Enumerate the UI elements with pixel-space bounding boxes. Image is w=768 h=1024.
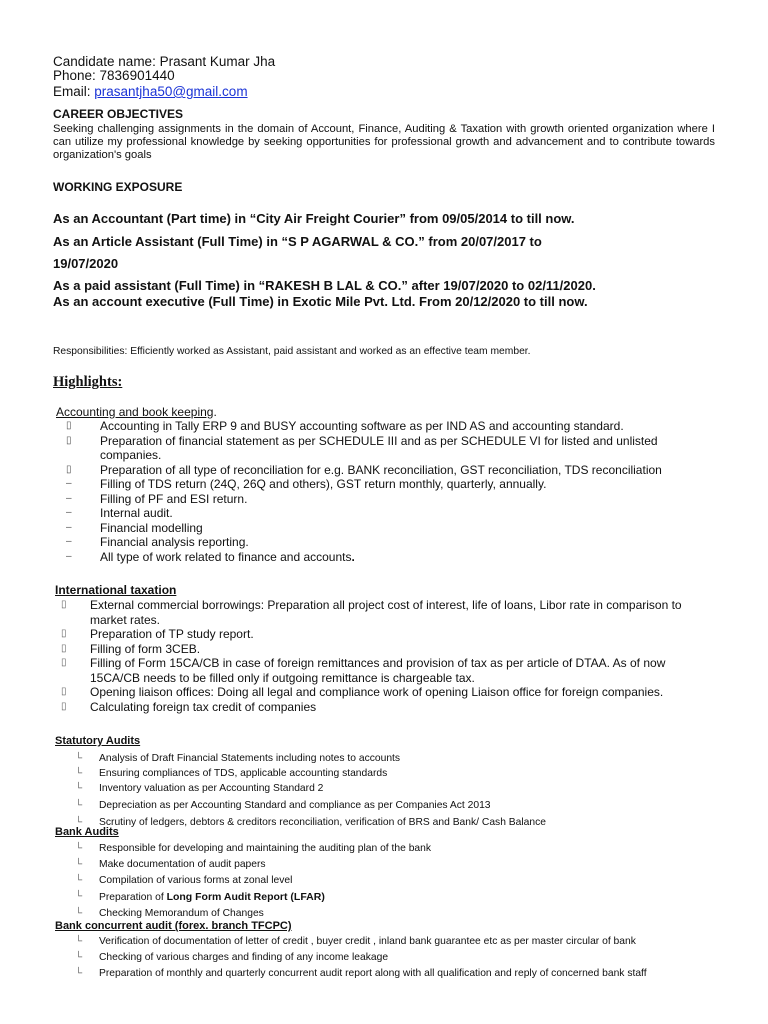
- corner-bullet-icon: └: [75, 936, 83, 947]
- list-item: └ Responsible for developing and maintaining the auditing plan of the bank: [55, 841, 735, 857]
- list-item: └ Checking of various charges and finding of any income leakage: [55, 950, 755, 966]
- dash-bullet-icon: –: [66, 550, 72, 562]
- list-item: – Filling of TDS return (24Q, 26Q and others), GST return monthly, quarterly, annually.: [66, 477, 547, 491]
- career-objectives-text: Seeking challenging assignments in the domain of Account, Finance, Auditing & Taxation with growth oriented organization where I can utilize my professional knowledge by seeking opportunities for professional growth and advancement and to contribute towards organization's goals: [53, 123, 715, 161]
- box-bullet-icon: ▯: [61, 628, 67, 639]
- list-item: ▯ Filling of Form 15CA/CB in case of foreign remittances and provision of tax as per article of DTAA. As of now 15CA/CB needs to be filled only if outgoing remittance is chargeable tax.: [61, 656, 666, 685]
- list-item: └ Scrutiny of ledgers, debtors & creditors reconciliation, verification of BRS and Bank/ Cash Balance: [55, 815, 735, 831]
- email-line: [53, 84, 248, 99]
- list-item: └ Verification of documentation of letter of credit , buyer credit , inland bank guarantee etc as per master circular of bank: [55, 934, 755, 950]
- list-item: └ Depreciation as per Accounting Standard and compliance as per Companies Act 2013: [55, 796, 735, 815]
- list-item: ▯ Filling of form 3CEB.: [61, 641, 201, 656]
- list-item: ▯ Accounting in Tally ERP 9 and BUSY accounting software as per IND AS and accounting standard.: [66, 419, 624, 433]
- list-item: – Financial modelling: [66, 520, 203, 535]
- dash-bullet-icon: –: [66, 507, 72, 518]
- list-item: – Financial analysis reporting.: [66, 535, 249, 549]
- list-item: ▯ Opening liaison offices: Doing all legal and compliance work of opening Liaison office for foreign companies.: [61, 685, 664, 699]
- box-bullet-icon: ▯: [66, 463, 72, 475]
- box-bullet-icon: ▯: [66, 420, 72, 431]
- international-taxation-heading: International taxation: [55, 583, 177, 597]
- phone-number: Phone: 7836901440: [53, 68, 175, 83]
- list-item: └ Analysis of Draft Financial Statements including notes to accounts: [75, 753, 401, 764]
- list-item: – Internal audit.: [66, 506, 173, 520]
- list-item: – Filling of PF and ESI return.: [66, 491, 248, 506]
- list-item: └ Make documentation of audit papers: [55, 857, 735, 873]
- dash-bullet-icon: –: [66, 536, 72, 547]
- job-line: As an Article Assistant (Full Time) in “S P AGARWAL & CO.” from 20/07/2017 to: [53, 234, 542, 249]
- corner-bullet-icon: └: [75, 875, 83, 886]
- list-item: ▯ External commercial borrowings: Preparation all project cost of interest, life of loans, Libor rate in comparison to market rates.: [61, 598, 682, 627]
- corner-bullet-icon: └: [75, 817, 83, 828]
- email-label: Email:: [53, 84, 91, 99]
- list-item: └ Checking Memorandum of Changes: [55, 906, 735, 922]
- lfar-text: Long Form Audit Report (LFAR): [166, 891, 325, 903]
- corner-bullet-icon: └: [75, 968, 83, 979]
- list-item: ▯ Preparation of all type of reconciliation for e.g. BANK reconciliation, GST reconciliation, TDS reconciliation: [66, 462, 662, 477]
- working-exposure-heading: WORKING EXPOSURE: [53, 180, 183, 194]
- list-item: └ Inventory valuation as per Accounting Standard 2: [75, 783, 324, 794]
- highlights-heading: Highlights:: [53, 374, 123, 390]
- box-bullet-icon: ▯: [61, 642, 67, 654]
- box-bullet-icon: ▯: [61, 657, 67, 668]
- box-bullet-icon: ▯: [61, 599, 67, 610]
- corner-bullet-icon: └: [75, 908, 83, 919]
- corner-bullet-icon: └: [75, 783, 83, 794]
- career-objectives-heading: CAREER OBJECTIVES: [53, 107, 184, 121]
- dash-bullet-icon: –: [66, 492, 72, 504]
- list-item: └ Preparation of monthly and quarterly concurrent audit report along with all qualification and reply of concerned bank staff: [55, 966, 755, 982]
- list-item: – All type of work related to finance and accounts.: [66, 549, 355, 564]
- box-bullet-icon: ▯: [61, 686, 67, 697]
- list-item: ▯ Preparation of financial statement as per SCHEDULE III and as per SCHEDULE VI for listed and unlisted companies.: [66, 433, 658, 462]
- international-list: [56, 598, 696, 714]
- list-item: ▯ Calculating foreign tax credit of companies: [61, 699, 317, 714]
- dash-bullet-icon: –: [66, 478, 72, 489]
- list-item: └ Compilation of various forms at zonal level: [55, 873, 735, 889]
- bank-audits-heading: Bank Audits: [55, 826, 119, 838]
- list-item: └ Preparation of Long Form Audit Report (LFAR): [75, 891, 325, 903]
- dash-bullet-icon: –: [66, 521, 72, 533]
- corner-bullet-icon: └: [75, 952, 83, 963]
- corner-bullet-icon: └: [75, 859, 83, 870]
- list-item: ▯ Preparation of TP study report.: [61, 627, 254, 641]
- bank-audits-list: [55, 841, 735, 922]
- responsibilities-text: Responsibilities: Efficiently worked as Assistant, paid assistant and worked as an effective team member.: [53, 346, 531, 357]
- corner-bullet-icon: └: [75, 891, 83, 902]
- concurrent-audit-list: [55, 934, 755, 982]
- job-line: As a paid assistant (Full Time) in “RAKESH B LAL & CO.” after 19/07/2020 to 02/11/2020.: [53, 278, 596, 293]
- corner-bullet-icon: └: [75, 753, 83, 764]
- box-bullet-icon: ▯: [61, 700, 67, 712]
- list-item: └ Ensuring compliances of TDS, applicable accounting standards: [75, 768, 388, 779]
- statutory-audits-heading: Statutory Audits: [55, 735, 141, 747]
- job-line: As an Accountant (Part time) in “City Air Freight Courier” from 09/05/2014 to till now.: [53, 211, 575, 226]
- accounting-list: [48, 419, 718, 564]
- corner-bullet-icon: └: [75, 800, 83, 811]
- email-link[interactable]: prasantjha50@gmail.com: [94, 84, 248, 99]
- concurrent-audit-heading: Bank concurrent audit (forex. branch TFCPC): [55, 920, 292, 932]
- corner-bullet-icon: └: [75, 768, 83, 779]
- corner-bullet-icon: └: [75, 843, 83, 854]
- statutory-list: [55, 751, 735, 831]
- accounting-heading: Accounting and book keeping.: [56, 405, 217, 419]
- job-line: 19/07/2020: [53, 256, 119, 271]
- candidate-name: Candidate name: Prasant Kumar Jha: [53, 54, 276, 69]
- job-line: As an account executive (Full Time) in Exotic Mile Pvt. Ltd. From 20/12/2020 to till now.: [53, 294, 588, 309]
- box-bullet-icon: ▯: [66, 434, 72, 446]
